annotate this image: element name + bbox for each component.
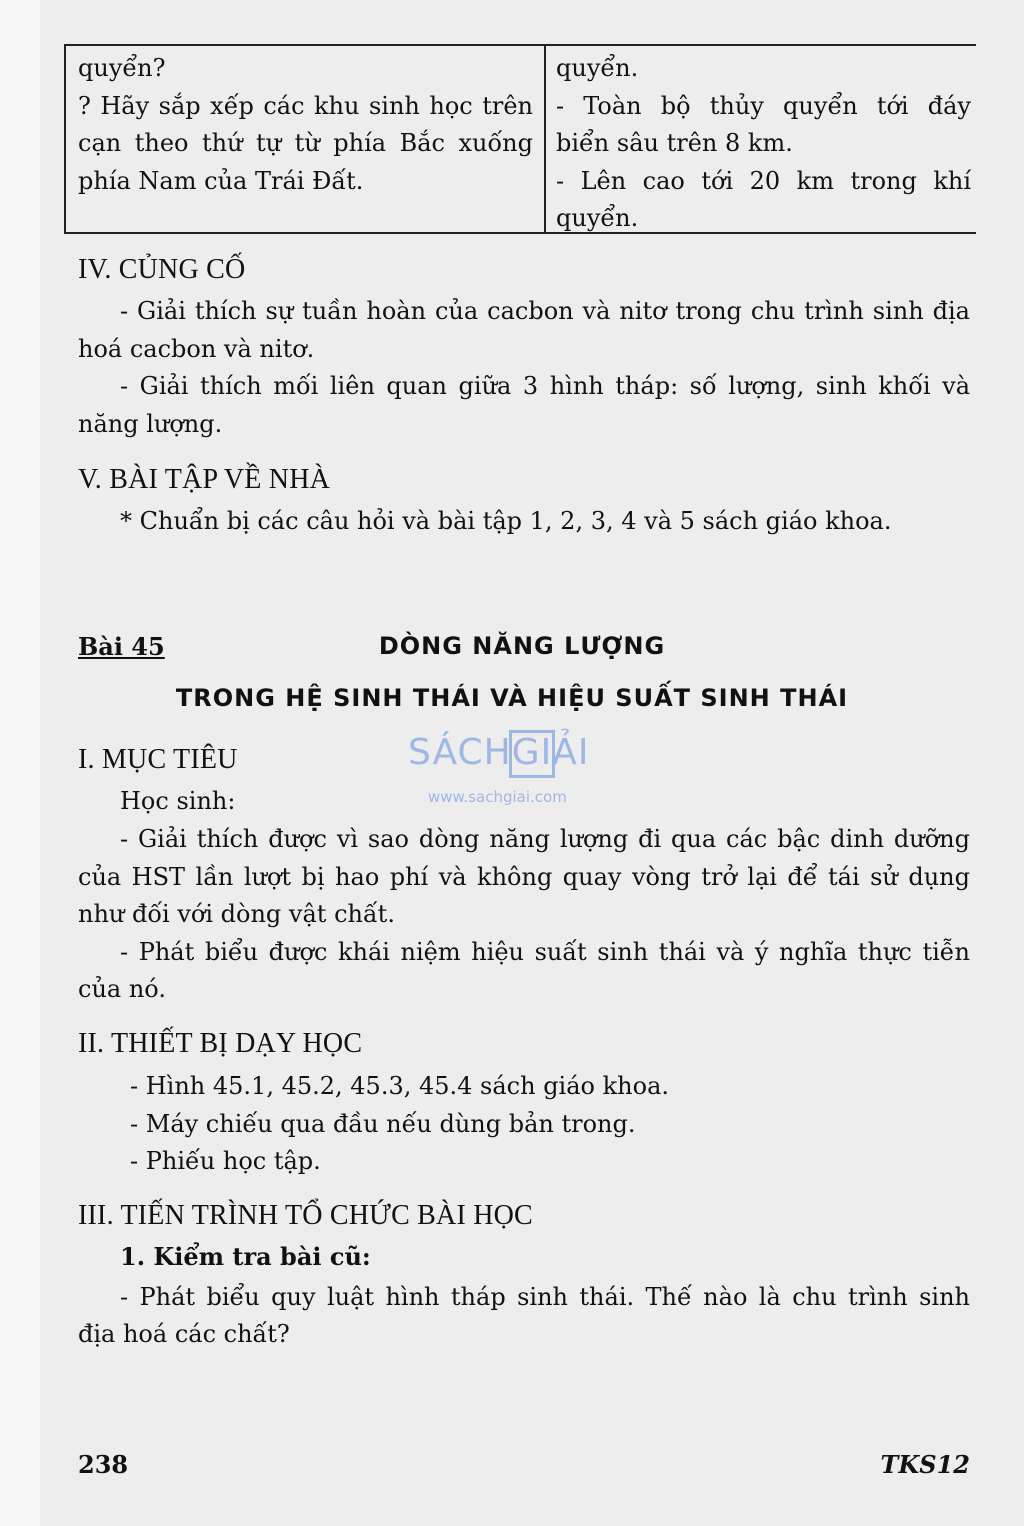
- table-line: biển sâu trên 8 km.: [556, 129, 793, 157]
- table-line: phía Nam của Trái Đất.: [78, 166, 364, 195]
- paragraph-line: của nó.: [78, 975, 166, 1003]
- qa-table: [64, 44, 976, 234]
- paragraph-line: - Giải thích được vì sao dòng năng lượng đi qua các bậc dinh dưỡng: [120, 825, 970, 853]
- paragraph-line: năng lượng.: [78, 410, 223, 438]
- page-number: 238: [78, 1450, 129, 1479]
- watermark-logo: [408, 730, 618, 810]
- page-edge: [0, 0, 40, 1526]
- table-line: quyển.: [556, 204, 639, 232]
- section-heading: III. TIẾN TRÌNH TỔ CHỨC BÀI HỌC: [78, 1200, 533, 1231]
- table-left-cell: [78, 50, 533, 200]
- table-line: quyển.: [556, 54, 639, 82]
- paragraph-line: - Giải thích sự tuần hoàn của cacbon và nitơ trong chu trình sinh địa: [120, 297, 970, 325]
- section-heading: I. MỤC TIÊU: [78, 744, 238, 775]
- subsection-heading: 1. Kiểm tra bài cũ:: [120, 1242, 371, 1271]
- paragraph-line: * Chuẩn bị các câu hỏi và bài tập 1, 2, 3, 4 và 5 sách giáo khoa.: [120, 507, 892, 535]
- paragraph-line: hoá cacbon và nitơ.: [78, 335, 315, 363]
- lesson-number: Bài 45: [78, 632, 165, 661]
- lesson-title-line2: TRONG HỆ SINH THÁI VÀ HIỆU SUẤT SINH THÁI: [175, 684, 849, 712]
- paragraph-line: Học sinh:: [120, 787, 236, 815]
- table-divider: [544, 46, 546, 232]
- watermark-url: www.sachgiai.com: [428, 788, 567, 806]
- table-line: cạn theo thứ tự từ phía Bắc xuống: [78, 129, 533, 157]
- lesson-title-line1: DÒNG NĂNG LƯỢNG: [378, 632, 666, 660]
- watermark-brand: SÁCHGIẢI: [408, 732, 590, 773]
- table-line: - Lên cao tới 20 km trong khí: [556, 166, 971, 195]
- paragraph-line: như đối với dòng vật chất.: [78, 900, 395, 928]
- section-heading: II. THIẾT BỊ DẠY HỌC: [78, 1028, 363, 1059]
- table-right-cell: [556, 50, 971, 238]
- list-item: - Phiếu học tập.: [130, 1147, 321, 1175]
- list-item: - Hình 45.1, 45.2, 45.3, 45.4 sách giáo khoa.: [130, 1072, 670, 1100]
- paragraph-line: địa hoá các chất?: [78, 1320, 290, 1348]
- section-heading: IV. CỦNG CỐ: [78, 254, 246, 285]
- table-line: ? Hãy sắp xếp các khu sinh học trên: [78, 91, 533, 120]
- section-heading: V. BÀI TẬP VỀ NHÀ: [78, 464, 331, 495]
- list-item: - Máy chiếu qua đầu nếu dùng bản trong.: [130, 1110, 636, 1138]
- table-line: quyển?: [78, 54, 166, 82]
- paragraph-line: - Giải thích mối liên quan giữa 3 hình tháp: số lượng, sinh khối và: [120, 372, 970, 400]
- paragraph-line: của HST lần lượt bị hao phí và không quay vòng trở lại để tái sử dụng: [78, 863, 970, 891]
- table-line: - Toàn bộ thủy quyển tới đáy: [556, 91, 971, 120]
- book-code: TKS12: [880, 1450, 970, 1479]
- paragraph-line: - Phát biểu quy luật hình tháp sinh thái. Thế nào là chu trình sinh: [120, 1283, 970, 1311]
- paragraph-line: - Phát biểu được khái niệm hiệu suất sinh thái và ý nghĩa thực tiễn: [120, 938, 970, 966]
